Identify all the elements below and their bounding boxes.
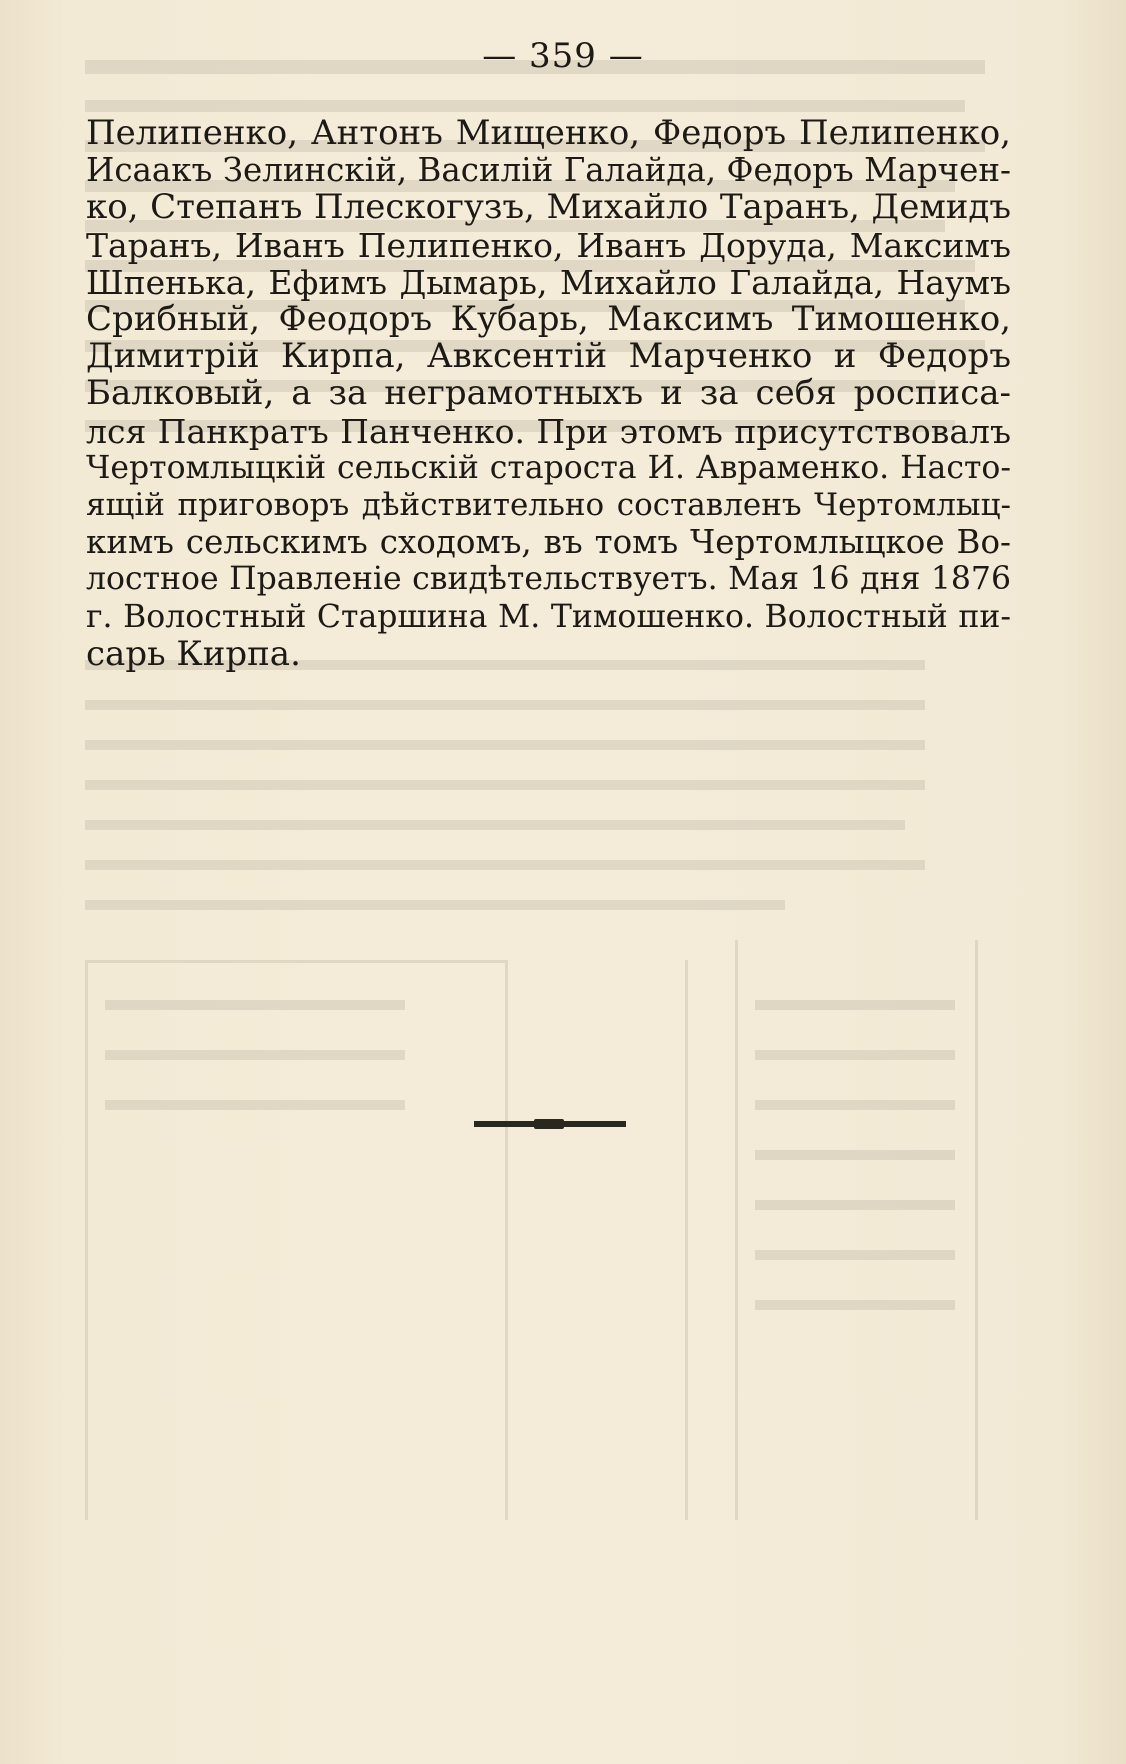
- text-line: Чертомлыцкій сельскій староста И. Авраменко. Насто-: [86, 449, 1011, 486]
- text-line: Срибный, Феодоръ Кубарь, Максимъ Тимошенко,: [86, 299, 1011, 340]
- text-line: Таранъ, Иванъ Пелипенко, Иванъ Доруда, Максимъ: [86, 225, 1011, 265]
- text-line: Димитрій Кирпа, Авксентій Марченко и Федоръ: [86, 336, 1011, 377]
- text-line: Балковый, а за неграмотныхъ и за себя росписа-: [86, 373, 1011, 414]
- section-divider-rule: [474, 1121, 626, 1127]
- text-line: лся Панкратъ Панченко. При этомъ присутствовалъ: [86, 411, 1011, 451]
- text-line: кимъ сельскимъ сходомъ, въ томъ Чертомлыцкое Во-: [86, 523, 1011, 562]
- text-line: сарь Кирпа.: [86, 633, 301, 674]
- text-line: ящій приговоръ дѣйствительно составленъ Чертомлыц-: [86, 487, 1011, 524]
- text-line: Исаакъ Зелинскій, Василій Галайда, Федоръ Марчен-: [86, 151, 1011, 190]
- page-number: — 359 —: [482, 36, 644, 76]
- text-line: Шпенька, Ефимъ Дымарь, Михайло Галайда, Наумъ: [86, 262, 1011, 302]
- body-text: [86, 115, 1011, 673]
- text-line: Пелипенко, Антонъ Мищенко, Федоръ Пелипенко,: [86, 113, 1011, 153]
- text-line: ко, Степанъ Плескогузъ, Михайло Таранъ, Демидъ: [86, 187, 1011, 228]
- text-line: г. Волостный Старшина М. Тимошенко. Волостный пи-: [86, 598, 1011, 635]
- text-line: лостное Правленіе свидѣтельствуетъ. Мая 16 дня 1876: [86, 561, 1011, 598]
